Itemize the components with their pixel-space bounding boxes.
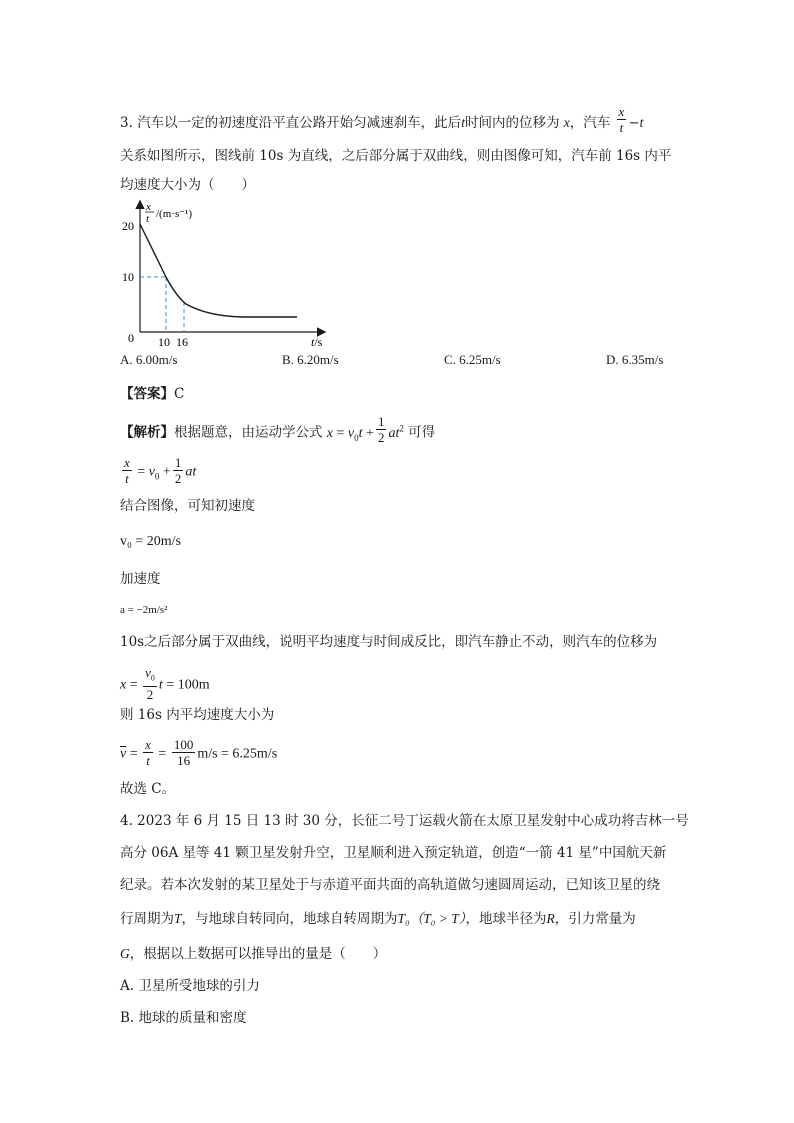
disp-result: = 100m: [166, 677, 210, 693]
accel-label: 加速度: [120, 571, 161, 587]
q3-line-1: [120, 104, 644, 139]
q3-line-2: 关系如图所示，图线前 10s 为直线，之后部分属于双曲线，则由图像可知，汽车前 16s 内平: [120, 148, 672, 164]
avg-result: m/s = 6.25m/s: [197, 746, 278, 762]
series-line-curve: [140, 224, 297, 317]
analysis-intro-end: 可得: [408, 424, 436, 441]
frac-num: x: [618, 104, 625, 119]
q4-l4-b: ，与地球自转同向，地球自转周期为: [181, 911, 398, 927]
option-b[interactable]: B. 6.20m/s: [282, 352, 339, 367]
conclusion-line: 故选 C。: [120, 781, 176, 797]
answer-label: 【答案】: [120, 386, 174, 402]
v0-line: v₀ = 20m/s: [120, 534, 182, 549]
var-t: t: [461, 115, 465, 130]
var-T: T: [174, 911, 182, 926]
q3-text-b: 时间内的位移为: [464, 115, 560, 131]
formula-x: $x = v_0t$ + $\frac{1}{2}$ $at^2$: [326, 414, 404, 445]
avg-label: 则 16s 内平均速度大小为: [120, 707, 275, 723]
answer-line: [120, 384, 184, 404]
q4-line-3: 纪录。若本次发射的某卫星处于与赤道平面共面的高轨道做匀速圆周运动，已知该卫星的绕: [120, 877, 660, 893]
combine-line: 结合图像，可知初速度: [120, 498, 255, 514]
var-T0: T₀（T₀ > T）: [397, 911, 466, 926]
var-G: G: [120, 946, 130, 961]
var-x: x: [563, 115, 570, 130]
avg-formula: $\overline{v}$ = $\frac{x}{t}$ = $\frac{100}{16}$ m/s = 6.25m/s: [120, 737, 278, 768]
ytick-10: 10: [122, 270, 134, 284]
ylabel-frac-den: t: [146, 213, 150, 225]
q3-text-a: 汽车以一定的初速度沿平直公路开始匀减速刹车，此后: [137, 115, 462, 131]
frac-den: t: [619, 120, 624, 135]
q4-l4-c: ，地球半径为: [465, 911, 547, 927]
analysis-intro-text: 根据题意，由运动学公式: [174, 424, 323, 441]
xlabel: t/s: [311, 335, 323, 349]
xtick-10: 10: [158, 335, 170, 349]
q4-option-b[interactable]: B. 地球的质量和密度: [120, 1010, 247, 1026]
analysis-intro: [120, 414, 436, 449]
disp-formula: x = $\frac{v_0}{2}$ t = 100m: [120, 665, 210, 702]
q3-text-c: ，汽车: [569, 115, 611, 131]
q4-line-2: 高分 06A 星等 41 颗卫星发射升空，卫星顺利进入预定轨道，创造“一箭 41 星”中国航天新: [120, 845, 667, 861]
q4-l5-text: ，根据以上数据可以推导出的量是（ ）: [129, 946, 387, 962]
q4-l4-d: ，引力常量为: [554, 911, 636, 927]
option-d[interactable]: D. 6.35m/s: [606, 352, 664, 367]
ylabel-unit: /(m·s⁻¹): [156, 208, 192, 220]
formula-xt: $\frac{x}{t}$ = $v_0$ + $\frac{1}{2}$ at: [124, 455, 197, 486]
xt-t-chart: [112, 196, 342, 352]
fraction-x-over-t: [617, 104, 627, 135]
origin-label: 0: [128, 331, 134, 345]
answer-value: C: [174, 386, 185, 402]
q4-line-4: [120, 909, 636, 929]
var-R: R: [546, 911, 555, 926]
q3-line-3: 均速度大小为（ ）: [120, 177, 255, 193]
minus-sign: −: [628, 115, 640, 131]
question-number: 3.: [120, 115, 133, 131]
q4-l4-a: 行周期为: [120, 911, 174, 927]
q4-line-1: 4. 2023 年 6 月 15 日 13 时 30 分，长征二号丁运载火箭在太原卫星发射中心成功将吉林一号: [120, 813, 689, 829]
ytick-20: 20: [122, 219, 134, 233]
q4-option-a[interactable]: A. 卫星所受地球的引力: [120, 978, 260, 994]
xtick-16: 16: [176, 335, 188, 349]
option-c[interactable]: C. 6.25m/s: [444, 352, 501, 367]
var-t2: t: [639, 115, 644, 130]
ylabel-frac-num: x: [146, 201, 151, 213]
accel-value: a = −2m/s²: [120, 604, 168, 616]
after10-line: 10s之后部分属于双曲线，说明平均速度与时间成反比，即汽车静止不动，则汽车的位移为: [120, 634, 658, 650]
analysis-label: 【解析】: [120, 424, 174, 441]
q4-line-5: [120, 944, 386, 964]
option-a[interactable]: A. 6.00m/s: [120, 352, 178, 367]
